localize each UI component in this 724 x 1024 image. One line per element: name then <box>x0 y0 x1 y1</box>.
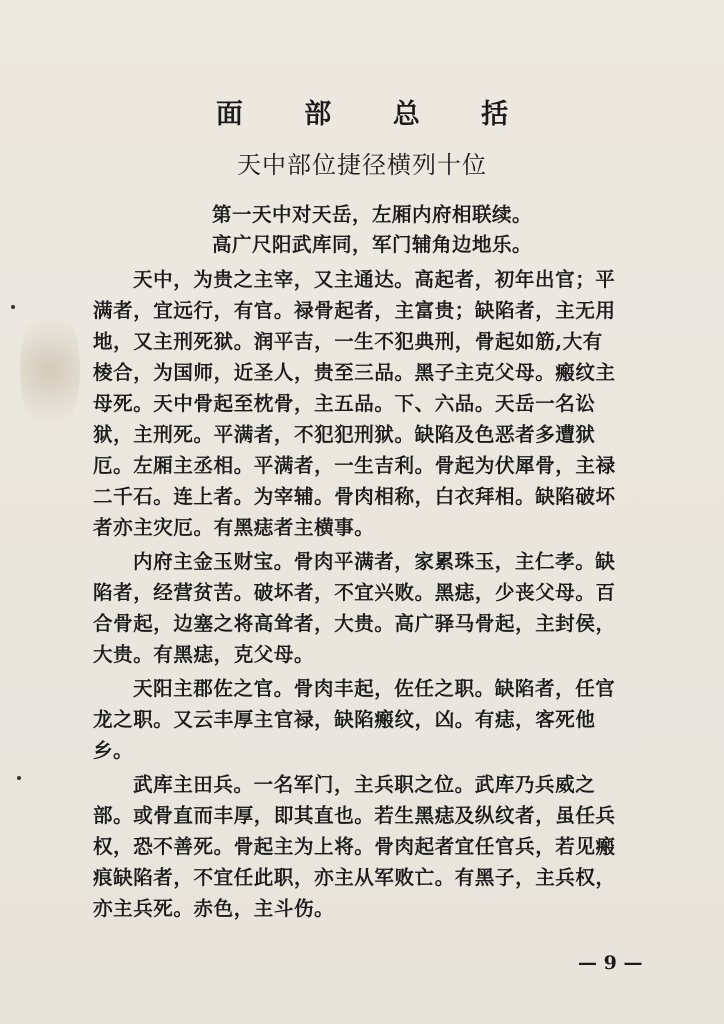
paragraph <box>93 546 675 670</box>
text-line: 乡。 <box>93 739 134 762</box>
text-line: 权，恐不善死。骨起主为上将。骨肉起者宜任官兵，若见瘢 <box>93 835 616 858</box>
text-line: 龙之职。又云丰厚主官禄，缺陷瘢纹，凶。有痣，客死他 <box>93 708 596 731</box>
text-line: 地，又主刑死狱。润平吉，一生不犯典刑，骨起如筋,大有 <box>93 330 603 353</box>
text-line: 痕缺陷者，不宜任此职，亦主从军败亡。有黑子，主兵权， <box>93 866 616 889</box>
text-line: 合骨起，边塞之将高耸者，大贵。高广驿马骨起，主封侯， <box>93 612 616 635</box>
text-line: 满者，宜远行，有官。禄骨起者，主富贵；缺陷者，主无用 <box>93 299 616 322</box>
text-line: 天阳主郡佐之官。骨肉丰起，佐任之职。缺陷者，任官 <box>133 677 616 700</box>
ink-speck <box>11 305 15 309</box>
text-line: 者亦主灾厄。有黑痣者主横事。 <box>93 516 375 539</box>
text-line: 武库主田兵。一名军门，主兵职之位。武库乃兵威之 <box>133 773 596 796</box>
body-text <box>93 264 675 927</box>
ink-speck <box>17 776 21 780</box>
page-number: — 9 — <box>578 952 643 974</box>
text-line: 二千石。连上者。为宰辅。骨肉相称，白衣拜相。缺陷破坏 <box>93 485 616 508</box>
text-line: 厄。左厢主丞相。平满者，一生吉利。骨起为伏犀骨，主禄 <box>93 454 616 477</box>
paragraph <box>93 673 675 766</box>
text-line: 亦主兵死。赤色，主斗伤。 <box>93 897 335 920</box>
verse-line: 高广尺阳武库同，军门辅角边地乐。 <box>212 233 533 256</box>
section-subtitle: 天中部位捷径横列十位 <box>237 151 487 179</box>
text-line: 狱，主刑死。平满者，不犯犯刑狱。缺陷及色恶者多遭狱 <box>93 423 596 446</box>
text-line: 天中，为贵之主宰，又主通达。高起者，初年出官；平 <box>133 268 616 291</box>
paper-stain <box>20 300 80 440</box>
paragraph <box>93 264 675 543</box>
text-line: 内府主金玉财宝。骨肉平满者，家累珠玉，主仁孝。缺 <box>133 550 616 573</box>
text-line: 陷者，经营贫苦。破坏者，不宜兴败。黑痣，少丧父母。百 <box>93 581 616 604</box>
verse-line: 第一天中对天岳，左厢内府相联续。 <box>212 203 533 226</box>
paragraph <box>93 769 675 924</box>
text-line: 部。或骨直而丰厚，即其直也。若生黑痣及纵纹者，虽任兵 <box>93 804 616 827</box>
page-title: 面 部 总 括 <box>215 99 535 130</box>
text-line: 棱合，为国师，近圣人，贵至三品。黑子主克父母。瘢纹主 <box>93 361 616 384</box>
text-line: 大贵。有黑痣，克父母。 <box>93 643 315 666</box>
text-line: 母死。天中骨起至枕骨，主五品。下、六品。天岳一名讼 <box>93 392 596 415</box>
